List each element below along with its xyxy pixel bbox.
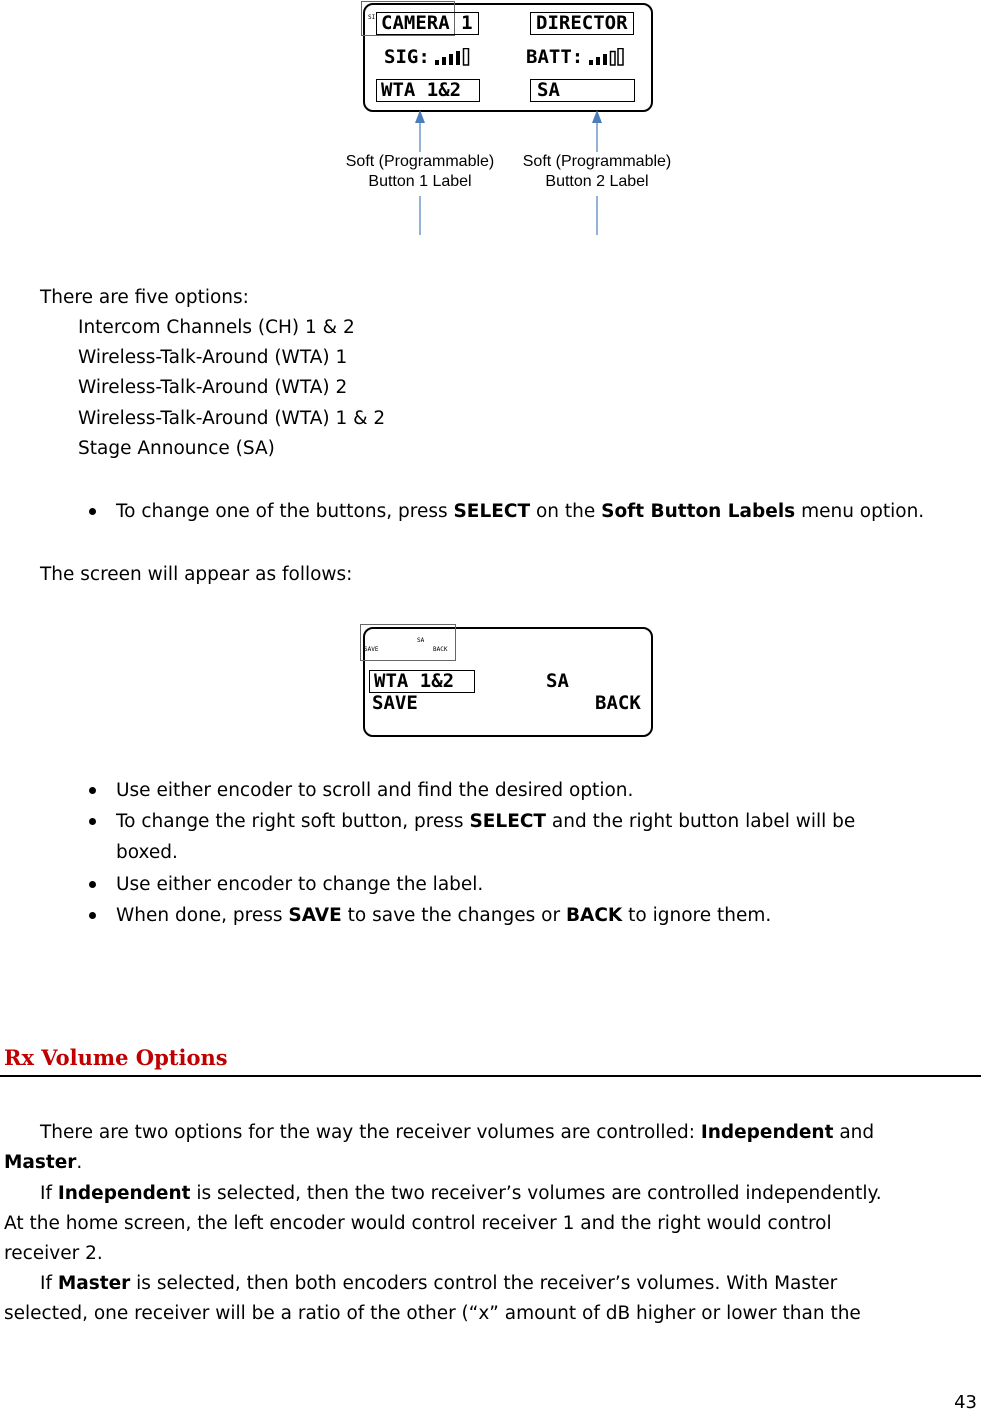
- bold-back: BACK: [565, 905, 623, 926]
- option-item: Wireless-Talk-Around (WTA) 2: [78, 377, 348, 398]
- text-run: To change one of the buttons, press: [116, 501, 454, 522]
- tiny-overlay-save: SAVE: [364, 646, 379, 653]
- text-run: If: [40, 1183, 58, 1204]
- text-run: .: [76, 1152, 83, 1173]
- text-run: menu option.: [795, 501, 925, 522]
- callout-button2-line2: Button 2 Label: [545, 173, 649, 190]
- bullet-dot: [89, 912, 96, 919]
- bullet-change-right: [116, 810, 855, 834]
- button2-label: SA: [537, 79, 560, 101]
- text-run: To change the right soft button, press: [116, 811, 470, 832]
- screen-intro: The screen will appear as follows:: [40, 564, 353, 585]
- bullet-dot: [89, 787, 96, 794]
- save-label: SAVE: [372, 692, 418, 714]
- text-run: If: [40, 1273, 58, 1294]
- section-rule: [0, 1075, 981, 1077]
- callout-button2-line1: Soft (Programmable): [522, 153, 672, 170]
- bullet-dot: [89, 818, 96, 825]
- bold-independent: Independent: [700, 1122, 834, 1143]
- batt-label: BATT:: [526, 46, 584, 68]
- text-run: is selected, then both encoders control the receiver’s volumes. With Master: [130, 1273, 838, 1294]
- option-item: Intercom Channels (CH) 1 & 2: [78, 317, 355, 338]
- text-run: and the right button label will be: [546, 811, 856, 832]
- button1-label: WTA 1&2: [381, 79, 462, 101]
- tiny-overlay-back: BACK: [433, 646, 448, 653]
- bullet-dot: [89, 508, 96, 515]
- para1-line1: [40, 1121, 874, 1145]
- callout-button1-line2: Button 1 Label: [368, 173, 472, 190]
- option-item: Stage Announce (SA): [78, 438, 275, 459]
- bullet-dot: [89, 881, 96, 888]
- callout-button2: [507, 152, 687, 192]
- bold-master: Master: [4, 1152, 77, 1173]
- bold-soft-button-labels: Soft Button Labels: [601, 501, 796, 522]
- sig-label: SIG:: [384, 46, 430, 68]
- para3-line1: [40, 1272, 837, 1296]
- arrow-1-head: [415, 110, 425, 123]
- bullet-save-back: [116, 904, 771, 928]
- bold-independent: Independent: [57, 1183, 191, 1204]
- bullet-change-buttons: [116, 500, 924, 524]
- tiny-overlay-sa: SA: [417, 637, 425, 644]
- page-number: 43: [954, 1392, 977, 1413]
- para2-line2: At the home screen, the left encoder would control receiver 1 and the right would control: [4, 1213, 832, 1234]
- option-item: Wireless-Talk-Around (WTA) 1 & 2: [78, 408, 386, 429]
- bullet-scroll: Use either encoder to scroll and find the desired option.: [116, 780, 634, 801]
- back-label: BACK: [595, 692, 641, 714]
- options-intro: There are five options:: [40, 287, 249, 308]
- bullet-change-label: Use either encoder to change the label.: [116, 874, 484, 895]
- bullet-change-right-cont: boxed.: [116, 842, 178, 863]
- callout-arrows: [0, 0, 981, 240]
- text-run: and: [833, 1122, 875, 1143]
- text-run: on the: [530, 501, 602, 522]
- para2-line3: receiver 2.: [4, 1243, 103, 1264]
- text-run: There are two options for the way the receiver volumes are controlled:: [40, 1122, 701, 1143]
- callout-button1-line1: Soft (Programmable): [345, 153, 495, 170]
- arrow-2-head: [592, 110, 602, 123]
- tiny-overlay-label: SI: [368, 14, 376, 21]
- callout-button1: [330, 152, 510, 192]
- text-run: When done, press: [116, 905, 289, 926]
- channel-label: CAMERA 1: [381, 12, 473, 34]
- para2-line1: [40, 1182, 882, 1206]
- text-run: is selected, then the two receiver’s volumes are controlled independently.: [190, 1183, 882, 1204]
- para3-line2: selected, one receiver will be a ratio of the other (“x” amount of dB higher or lower than the: [4, 1303, 861, 1324]
- option-item: Wireless-Talk-Around (WTA) 1: [78, 347, 348, 368]
- text-run: to ignore them.: [622, 905, 772, 926]
- bold-select: SELECT: [453, 501, 531, 522]
- user-label: DIRECTOR: [536, 12, 628, 34]
- tiny-overlay-box: [360, 624, 456, 661]
- button2-label: SA: [546, 670, 569, 692]
- section-heading: Rx Volume Options: [4, 1045, 228, 1070]
- bold-select: SELECT: [469, 811, 547, 832]
- bold-save: SAVE: [288, 905, 342, 926]
- bold-master: Master: [57, 1273, 131, 1294]
- text-run: to save the changes or: [341, 905, 566, 926]
- para1-line2: [4, 1151, 82, 1175]
- button1-label: WTA 1&2: [374, 670, 455, 692]
